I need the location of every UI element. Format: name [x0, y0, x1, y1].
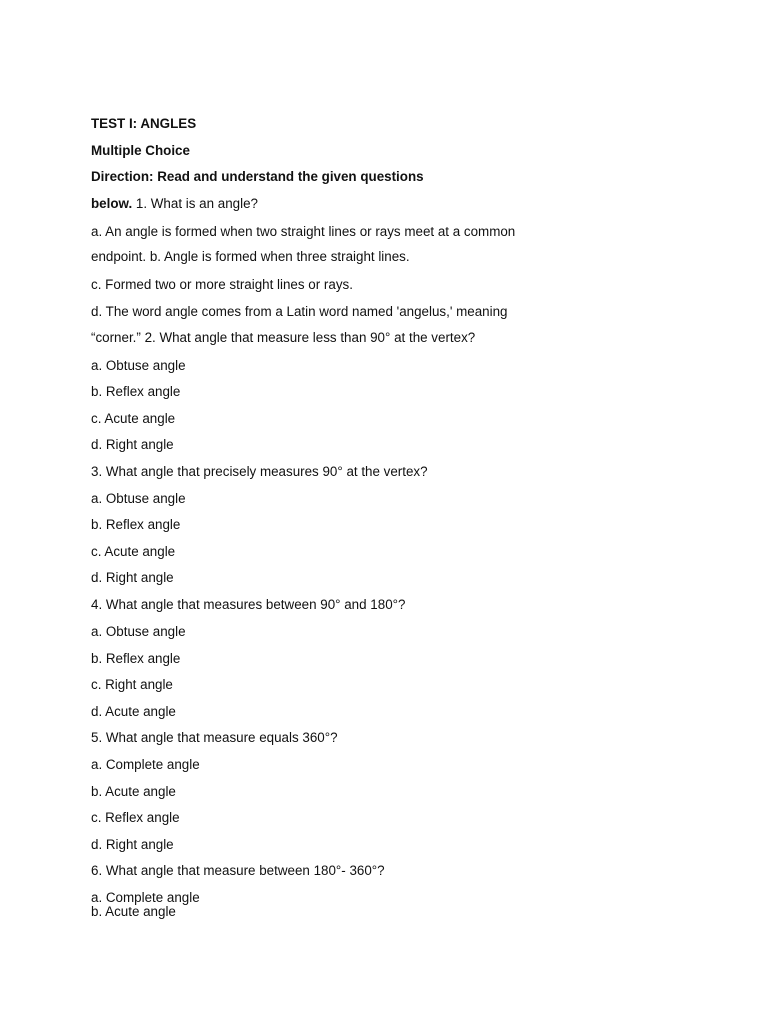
direction-end: below. — [91, 196, 133, 211]
q2-option-a: a. Obtuse angle — [91, 358, 186, 373]
q1-option-d-cont-question-2: “corner.” 2. What angle that measure less than 90° at the vertex? — [91, 330, 476, 345]
q4-option-d: d. Acute angle — [91, 704, 176, 719]
q3-option-d: d. Right angle — [91, 570, 174, 585]
q3-option-a: a. Obtuse angle — [91, 491, 186, 506]
test-title: TEST I: ANGLES — [91, 116, 197, 131]
question-1: 1. What is an angle? — [132, 196, 258, 211]
question-4: 4. What angle that measures between 90° and 180°? — [91, 597, 406, 612]
q1-option-a: a. An angle is formed when two straight lines or rays meet at a common — [91, 224, 516, 239]
q6-option-b: b. Acute angle — [91, 904, 176, 919]
question-5: 5. What angle that measure equals 360°? — [91, 730, 338, 745]
question-3: 3. What angle that precisely measures 90° at the vertex? — [91, 464, 428, 479]
q5-option-a: a. Complete angle — [91, 757, 200, 772]
q4-option-b: b. Reflex angle — [91, 651, 181, 666]
direction-end-line — [91, 196, 258, 212]
q3-option-c: c. Acute angle — [91, 544, 176, 559]
q1-option-c: c. Formed two or more straight lines or rays. — [91, 277, 353, 292]
q4-option-a: a. Obtuse angle — [91, 624, 186, 639]
direction-text: Direction: Read and understand the given questions — [91, 169, 424, 184]
q2-option-b: b. Reflex angle — [91, 384, 181, 399]
q1-option-d: d. The word angle comes from a Latin word named 'angelus,' meaning — [91, 304, 508, 319]
q2-option-c: c. Acute angle — [91, 411, 176, 426]
q3-option-b: b. Reflex angle — [91, 517, 181, 532]
q5-option-b: b. Acute angle — [91, 784, 176, 799]
q2-option-d: d. Right angle — [91, 437, 174, 452]
q4-option-c: c. Right angle — [91, 677, 173, 692]
q5-option-d: d. Right angle — [91, 837, 174, 852]
q1-option-a-cont-b: endpoint. b. Angle is formed when three straight lines. — [91, 249, 410, 264]
section-subtitle: Multiple Choice — [91, 143, 190, 158]
question-6: 6. What angle that measure between 180°- 360°? — [91, 863, 385, 878]
q6-option-a: a. Complete angle — [91, 890, 200, 905]
q5-option-c: c. Reflex angle — [91, 810, 180, 825]
